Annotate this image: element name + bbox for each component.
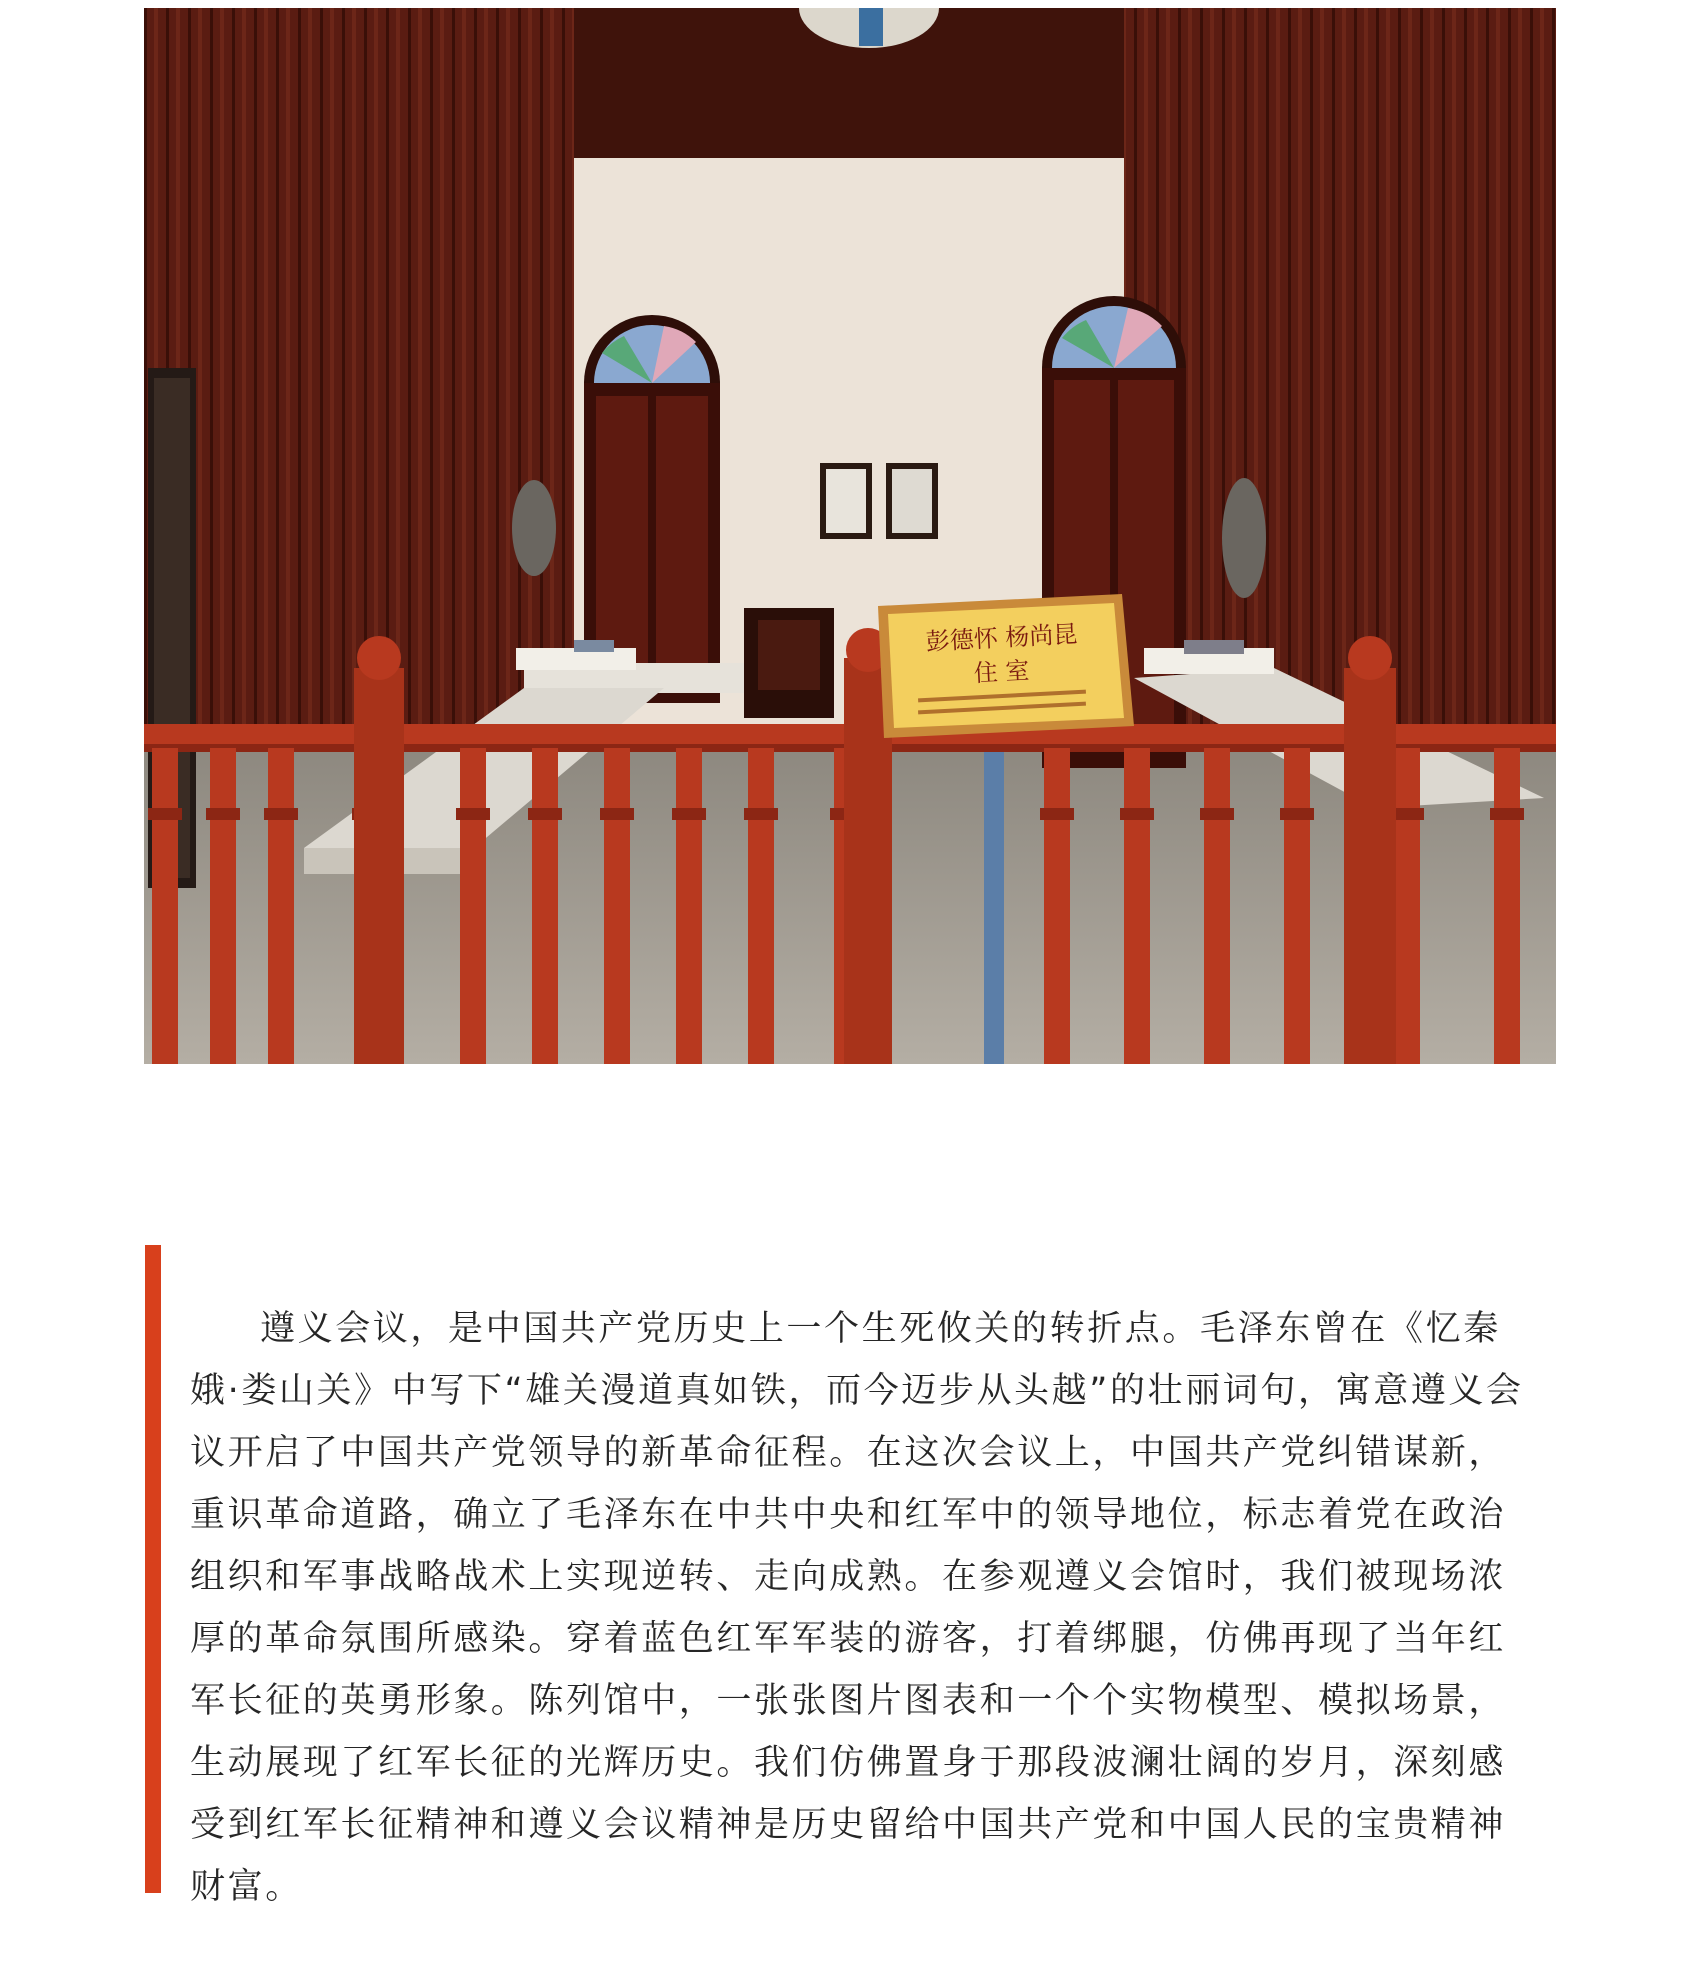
sign-line-1: 彭德怀 杨尚昆 [925,620,1079,656]
museum-photo [144,8,1556,1064]
quote-accent-bar [145,1245,161,1893]
article-body [190,1298,1530,1918]
museum-bedroom-photo-icon [144,8,1556,1064]
sign-line-2: 住 室 [973,656,1031,688]
article-paragraph: 遵义会议，是中国共产党历史上一个生死攸关的转折点。毛泽东曾在《忆秦娥·娄山关》中写下“雄关漫道真如铁，而今迈步从头越”的壮丽词句，寓意遵义会议开启了中国共产党领导的新革命征程。在这次会议上，中国共产党纠错谋新，重识革命道路，确立了毛泽东在中共中央和红军中的领导地位，标志着党在政治组织和军事战略战术上实现逆转、走向成熟。在参观遵义会馆时，我们被现场浓厚的革命氛围所感染。穿着蓝色红军军装的游客，打着绑腿，仿佛再现了当年红军长征的英勇形象。陈列馆中，一张张图片图表和一个个实物模型、模拟场景，生动展现了红军长征的光辉历史。我们仿佛置身于那段波澜壮阔的岁月，深刻感受到红军长征精神和遵义会议精神是历史留给中国共产党和中国人民的宝贵精神财富。 [190,1309,1524,1907]
